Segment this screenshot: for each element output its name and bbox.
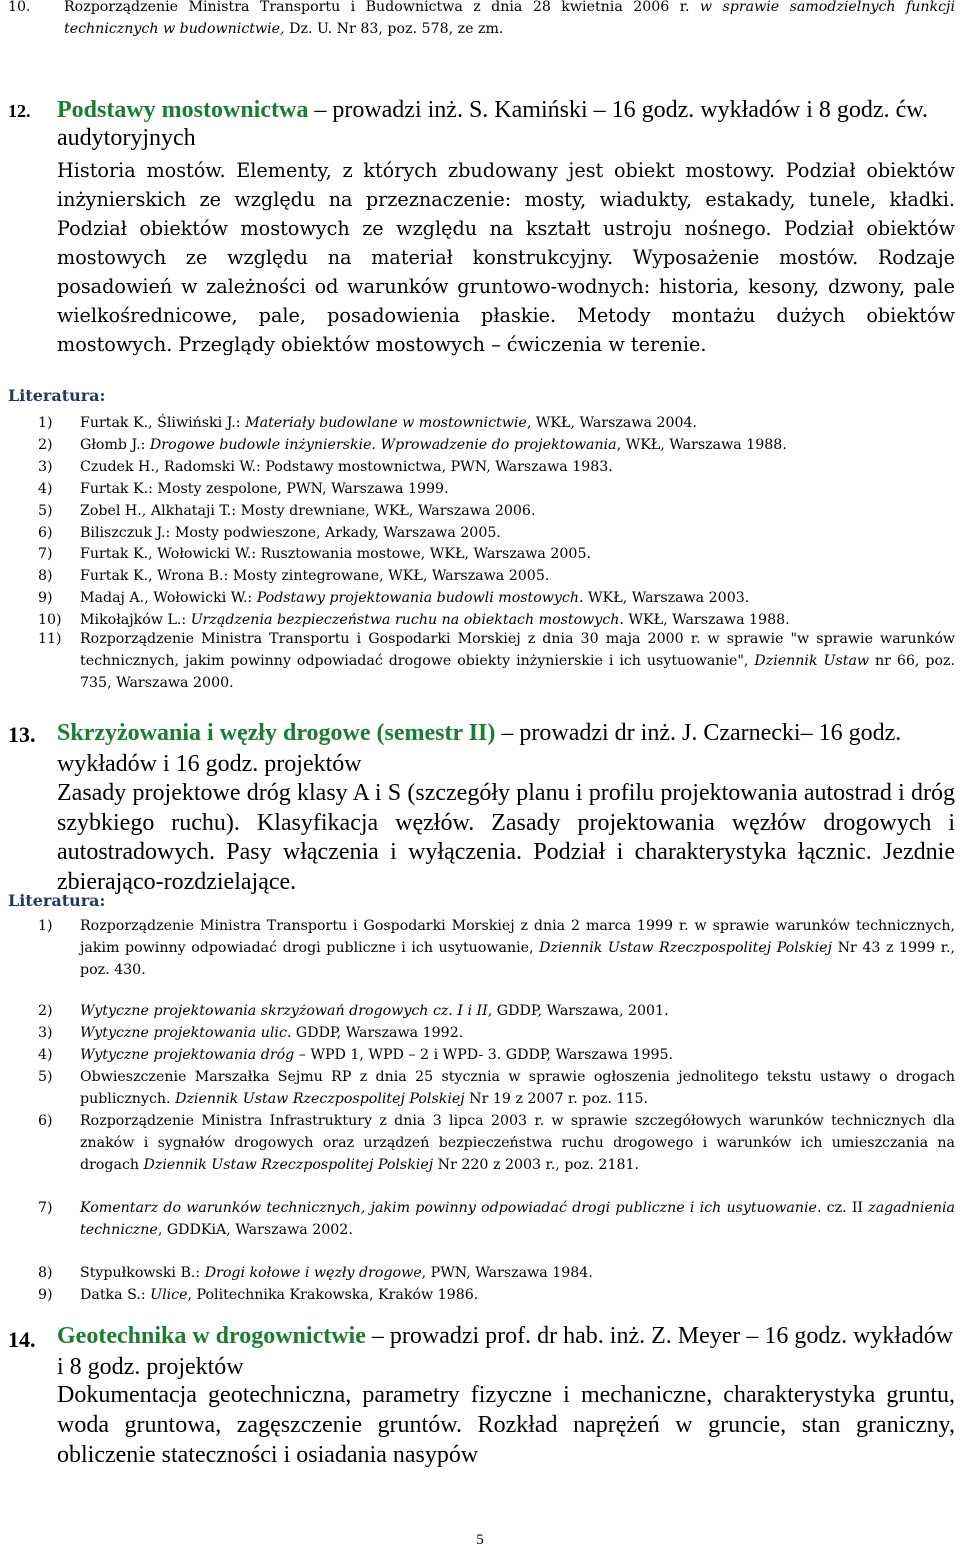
literature-part: Stypułkowski B.: xyxy=(80,1265,205,1281)
literature-part: , Politechnika Krakowska, Kraków 1986. xyxy=(187,1287,479,1303)
literature-text xyxy=(80,1284,955,1306)
literature-part: . WKŁ, Warszawa 1988. xyxy=(619,612,790,628)
literature-item xyxy=(0,1022,955,1044)
section-description: Zasady projektowe dróg klasy A i S (szczegóły planu i profilu projektowania autostrad i dróg szybkiego ruchu). Klasyfikacja węzłów. Zasady projektowania węzłów drogowych i autostradowych. Pasy włączenia i wyłączenia. Podział i charakterystyka łącznic. Jezdnie zbierająco-rozdzielające. xyxy=(57,780,955,895)
literature-title: Dziennik Ustaw Rzeczpospolitej Polskiej xyxy=(539,940,832,956)
literature-text xyxy=(80,412,955,434)
literature-text xyxy=(80,915,955,981)
literature-part: Madaj A., Wołowicki W.: xyxy=(80,590,257,606)
literature-number: 4) xyxy=(38,481,53,497)
list-number: 10. xyxy=(8,0,31,15)
literature-part: Furtak K., Śliwiński J.: xyxy=(80,415,246,431)
literature-title: Dziennik Ustaw Rzeczpospolitej Polskiej xyxy=(143,1157,434,1173)
section-description: Dokumentacja geotechniczna, parametry fizyczne i mechaniczne, charakterystyka gruntu, woda gruntowa, zagęszczenie gruntów. Rozkład naprężeń w gruncie, stan graniczny, obliczenie stateczności i osiadania nasypów xyxy=(57,1382,955,1468)
literature-text xyxy=(80,543,955,565)
list-text-part: Rozporządzenie Ministra Transportu i Budownictwa z dnia 28 kwietnia 2006 r. xyxy=(64,0,700,15)
literature-number: 9) xyxy=(38,1287,53,1303)
literature-text xyxy=(80,1000,955,1022)
top-list-item xyxy=(0,0,955,40)
literature-text xyxy=(80,1262,955,1284)
literature-number: 3) xyxy=(38,459,53,475)
literature-part: Furtak K.: Mosty zespolone, PWN, Warszawa 1999. xyxy=(80,481,449,497)
section-title: Geotechnika w drogownictwie xyxy=(57,1323,366,1349)
literature-number: 6) xyxy=(38,525,53,541)
page-number: 5 xyxy=(476,1532,484,1548)
literature-part: Nr 43 z 1999 r., poz. 430. xyxy=(80,940,955,978)
literature-part: , PWN, Warszawa 1984. xyxy=(421,1265,593,1281)
literature-number: 8) xyxy=(38,568,53,584)
literature-part: . WKŁ, Warszawa 2003. xyxy=(579,590,750,606)
section-heading xyxy=(57,1321,955,1383)
section-heading-details: – prowadzi inż. S. Kamiński – 16 godz. wykładów i 8 godz. ćw. audytoryjnych xyxy=(57,97,929,151)
literature-number: 9) xyxy=(38,590,53,606)
section-description: Historia mostów. Elementy, z których zbudowany jest obiekt mostowy. Podział obiektów inżynierskich ze względu na przeznaczenie: mosty, wiadukty, estakady, tunele, kładki. Podział obiektów mostowych ze względu na kształt ustroju nośnego. Podział obiektów mostowych ze względu na materiał konstrukcyjny. Wyposażenie mostów. Rodzaje posadowień w zależności od warunków gruntowo-wodnych: historia, kesony, dzwony, pale wielkośrednicowe, pale, posadowienia płaskie. Metody montażu dużych obiektów mostowych. Przeglądy obiektów mostowych – ćwiczenia w terenie. xyxy=(57,159,955,356)
literature-number: 7) xyxy=(38,546,53,562)
literature-text xyxy=(80,1110,955,1176)
literature-part: , WKŁ, Warszawa 1988. xyxy=(616,437,787,453)
literature-text xyxy=(80,478,955,500)
literature-text xyxy=(80,1022,955,1044)
literature-text xyxy=(80,1066,955,1110)
literature-number: 5) xyxy=(38,503,53,519)
literature-item xyxy=(0,915,955,981)
literature-part: Datka S.: xyxy=(80,1287,151,1303)
literature-item xyxy=(0,587,955,609)
list-text xyxy=(64,0,955,40)
literature-item xyxy=(0,1262,955,1284)
literature-title: Drogi kołowe i węzły drogowe xyxy=(204,1265,422,1281)
literature-title: Ulice xyxy=(150,1287,188,1303)
literature-text xyxy=(80,628,955,694)
literature-item xyxy=(0,1044,955,1066)
literature-item xyxy=(0,434,955,456)
literature-item xyxy=(0,1066,955,1110)
literature-item xyxy=(0,565,955,587)
literature-part: Nr 220 z 2003 r., poz. 2181. xyxy=(433,1157,640,1173)
literature-item xyxy=(0,478,955,500)
literature-part: Mikołajków L.: xyxy=(80,612,191,628)
literature-title: Urządzenia bezpieczeństwa ruchu na obiektach mostowych xyxy=(190,612,620,628)
literature-number: 3) xyxy=(38,1025,53,1041)
literature-label: Literatura: xyxy=(8,891,106,910)
list-text-part: Dz. U. Nr 83, poz. 578, ze zm. xyxy=(284,21,504,37)
literature-number: 2) xyxy=(38,1003,53,1019)
literature-title: Podstawy projektowania budowli mostowych xyxy=(256,590,580,606)
literature-number: 10) xyxy=(38,612,62,628)
section-heading xyxy=(57,718,955,780)
literature-part: Zobel H., Alkhataji T.: Mosty drewniane, WKŁ, Warszawa 2006. xyxy=(80,503,536,519)
literature-part: cz. II xyxy=(821,1200,869,1216)
literature-title: Dziennik Ustaw xyxy=(754,653,870,669)
literature-number: 8) xyxy=(38,1265,53,1281)
section-title: Podstawy mostownictwa xyxy=(57,97,309,123)
section-number: 12. xyxy=(8,101,31,121)
literature-title: Wytyczne projektowania ulic. xyxy=(80,1025,292,1041)
literature-text xyxy=(80,522,955,544)
literature-number: 5) xyxy=(38,1069,53,1085)
literature-part: , GDDP, Warszawa, 2001. xyxy=(487,1003,669,1019)
literature-text xyxy=(80,500,955,522)
literature-part: Furtak K., Wołowicki W.: Rusztowania mostowe, WKŁ, Warszawa 2005. xyxy=(80,546,591,562)
literature-number: 6) xyxy=(38,1113,53,1129)
literature-title: zagadnienia techniczne xyxy=(80,1200,955,1238)
section-title: Skrzyżowania i węzły drogowe (semestr II) xyxy=(57,720,496,746)
literature-number: 1) xyxy=(38,415,53,431)
literature-part: , WKŁ, Warszawa 2004. xyxy=(526,415,698,431)
literature-text xyxy=(80,587,955,609)
section-number: 14. xyxy=(8,1327,36,1352)
literature-item xyxy=(0,628,955,694)
literature-title: Materiały budowlane w mostownictwie xyxy=(245,415,527,431)
literature-text xyxy=(80,1044,955,1066)
literature-title: Wytyczne projektowania skrzyżowań drogowych cz. I i II xyxy=(80,1003,488,1019)
literature-item xyxy=(0,522,955,544)
literature-part: Rozporządzenie Ministra Transportu i Gospodarki Morskiej z dnia 2 marca 1999 r. w sprawie warunków technicznych, jakim powinny odpowiadać drogi publiczne i ich usytuowanie, xyxy=(80,918,955,956)
literature-item xyxy=(0,500,955,522)
literature-part: Furtak K., Wrona B.: Mosty zintegrowane, WKŁ, Warszawa 2005. xyxy=(80,568,550,584)
literature-part: GDDP, Warszawa 1992. xyxy=(291,1025,464,1041)
literature-number: 2) xyxy=(38,437,53,453)
literature-part: Głomb J.: xyxy=(80,437,150,453)
section-heading xyxy=(57,96,955,152)
literature-number: 7) xyxy=(38,1200,53,1216)
literature-part: Biliszczuk J.: Mosty podwieszone, Arkady, Warszawa 2005. xyxy=(80,525,501,541)
literature-title: Komentarz do warunków technicznych, jakim powinny odpowiadać drogi publiczne i ich usytuowanie. xyxy=(80,1200,822,1216)
literature-number: 11) xyxy=(38,631,62,647)
literature-item xyxy=(0,456,955,478)
literature-title: Drogowe budowle inżynierskie. Wprowadzenie do projektowania xyxy=(149,437,617,453)
section-heading-details: – prowadzi dr inż. J. Czarnecki– 16 godz. wykładów i 16 godz. projektów xyxy=(57,720,902,777)
literature-item xyxy=(0,412,955,434)
literature-part: Rozporządzenie Ministra Infrastruktury z dnia 3 lipca 2003 r. w sprawie szczegółowych warunków technicznych dla znaków i sygnałów drogowych oraz urządzeń bezpieczeństwa ruchu drogowego i warunków ich umieszczania na drogach xyxy=(80,1113,955,1173)
literature-text xyxy=(80,1197,955,1241)
literature-label: Literatura: xyxy=(8,386,106,405)
literature-text xyxy=(80,434,955,456)
section-heading-details: – prowadzi prof. dr hab. inż. Z. Meyer – 16 godz. wykładów i 8 godz. projektów xyxy=(57,1323,954,1380)
literature-part: Czudek H., Radomski W.: Podstawy mostownictwa, PWN, Warszawa 1983. xyxy=(80,459,613,475)
literature-part: – WPD 1, WPD – 2 i WPD- 3. GDDP, Warszawa 1995. xyxy=(294,1047,674,1063)
list-text-italic: w sprawie samodzielnych funkcji technicznych w budownictwie, xyxy=(64,0,955,37)
literature-title: Dziennik Ustaw Rzeczpospolitej Polskiej xyxy=(175,1091,465,1107)
literature-item xyxy=(0,1284,955,1306)
literature-part: Nr 19 z 2007 r. poz. 115. xyxy=(464,1091,648,1107)
literature-number: 4) xyxy=(38,1047,53,1063)
literature-text xyxy=(80,565,955,587)
literature-number: 1) xyxy=(38,918,53,934)
literature-item xyxy=(0,1000,955,1022)
literature-title: Wytyczne projektowania dróg xyxy=(80,1047,295,1063)
literature-item xyxy=(0,1110,955,1176)
literature-item xyxy=(0,543,955,565)
literature-text xyxy=(80,456,955,478)
literature-part: Obwieszczenie Marszałka Sejmu RP z dnia 25 stycznia w sprawie ogłoszenia jednolitego tekstu ustawy o drogach publicznych. xyxy=(80,1069,955,1107)
literature-item xyxy=(0,1197,955,1241)
literature-part: , GDDKiA, Warszawa 2002. xyxy=(157,1222,353,1238)
section-number: 13. xyxy=(8,722,36,747)
literature-part: Rozporządzenie Ministra Transportu i Gospodarki Morskiej z dnia 30 maja 2000 r. w sprawie "w sprawie warunków technicznych, jakim powinny odpowiadać drogowe obiekty inżynierskie i ich usytuowanie", xyxy=(80,631,955,669)
literature-part: nr 66, poz. 735, Warszawa 2000. xyxy=(80,653,955,691)
